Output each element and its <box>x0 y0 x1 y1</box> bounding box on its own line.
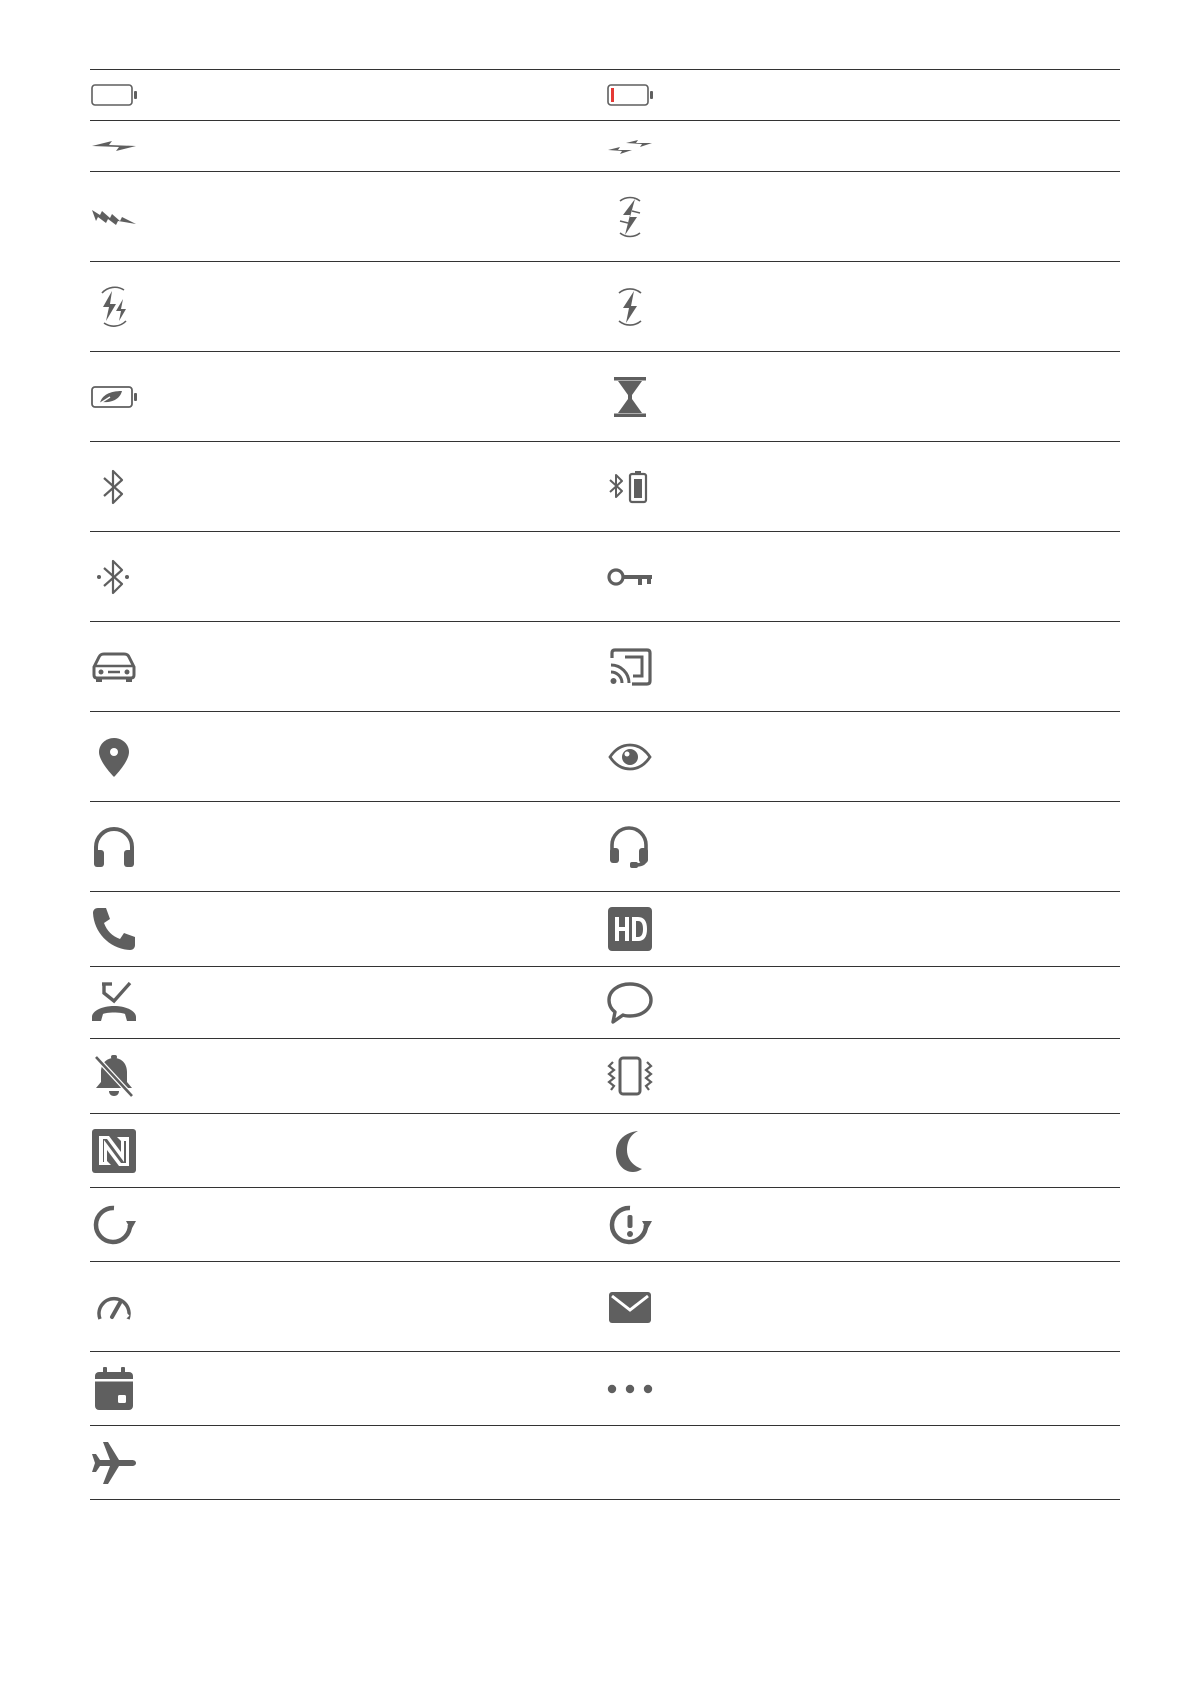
table-cell <box>606 1352 654 1425</box>
table-row <box>90 121 1120 172</box>
table-cell <box>90 352 138 441</box>
hd-icon <box>606 905 654 953</box>
table-row <box>90 70 1120 121</box>
table-row <box>90 712 1120 802</box>
power-saving-icon <box>90 383 138 411</box>
table-cell <box>90 1039 138 1113</box>
airplane-mode-icon <box>90 1439 138 1487</box>
table-cell <box>606 712 654 801</box>
table-row <box>90 172 1120 262</box>
charging-icon <box>90 132 138 160</box>
battery-low-icon <box>606 82 654 108</box>
table-row <box>90 892 1120 967</box>
super-charging-icon <box>606 132 654 160</box>
table-row <box>90 262 1120 352</box>
table-cell <box>606 70 654 120</box>
table-row <box>90 1114 1120 1188</box>
digital-balance-icon <box>606 373 654 421</box>
table-cell <box>90 1188 138 1261</box>
table-cell <box>606 892 654 966</box>
table-cell <box>90 442 138 531</box>
table-row <box>90 1262 1120 1352</box>
event-reminder-icon <box>90 1365 138 1413</box>
table-cell <box>90 172 138 261</box>
table-cell <box>90 1262 138 1351</box>
table-cell <box>90 967 138 1038</box>
table-cell <box>90 1114 138 1187</box>
sync-failed-icon <box>606 1201 654 1249</box>
table-cell <box>90 1352 138 1425</box>
projection-icon <box>606 645 654 689</box>
vpn-key-icon <box>606 562 654 592</box>
phone-call-icon <box>90 905 138 953</box>
email-icon <box>606 1287 654 1327</box>
wireless-super-charging-icon <box>606 191 654 243</box>
table-row <box>90 1426 1120 1500</box>
missed-call-icon <box>90 979 138 1027</box>
silent-icon <box>90 1052 138 1100</box>
eye-comfort-icon <box>606 742 654 772</box>
headset-icon <box>90 823 138 871</box>
more-notifications-icon <box>606 1379 654 1399</box>
bluetooth-icon <box>90 465 138 509</box>
table-cell <box>90 1426 138 1499</box>
table-cell <box>90 262 138 351</box>
bluetooth-device-battery-icon <box>606 465 654 509</box>
location-icon <box>90 735 138 779</box>
table-row <box>90 622 1120 712</box>
table-cell <box>90 622 138 711</box>
battery-empty-icon <box>90 82 138 108</box>
table-cell <box>90 70 138 120</box>
table-row <box>90 1188 1120 1262</box>
syncing-icon <box>90 1201 138 1249</box>
vibrate-icon <box>606 1052 654 1100</box>
table-cell <box>606 121 654 171</box>
status-icon-table <box>90 69 1120 1500</box>
table-cell <box>90 802 138 891</box>
nfc-icon <box>90 1127 138 1175</box>
driving-mode-icon <box>90 647 138 687</box>
table-cell <box>90 712 138 801</box>
bluetooth-connected-icon <box>90 555 138 599</box>
table-row <box>90 442 1120 532</box>
table-cell <box>606 1039 654 1113</box>
quick-charging-icon <box>90 202 138 232</box>
table-row <box>90 1039 1120 1114</box>
wireless-charging-icon <box>606 281 654 333</box>
table-cell <box>606 532 654 621</box>
table-row <box>90 532 1120 622</box>
table-row <box>90 967 1120 1039</box>
table-row <box>90 352 1120 442</box>
do-not-disturb-icon <box>606 1127 654 1175</box>
table-cell <box>606 262 654 351</box>
table-cell <box>90 121 138 171</box>
table-row <box>90 802 1120 892</box>
headset-with-mic-icon <box>606 823 654 871</box>
table-cell <box>90 532 138 621</box>
table-cell <box>606 802 654 891</box>
table-cell <box>90 892 138 966</box>
performance-mode-icon <box>90 1287 138 1327</box>
table-cell <box>606 352 654 441</box>
message-icon <box>606 979 654 1027</box>
table-cell <box>606 967 654 1038</box>
wireless-quick-charging-icon <box>90 281 138 333</box>
table-cell <box>606 622 654 711</box>
table-cell <box>606 172 654 261</box>
table-cell <box>606 1188 654 1261</box>
table-cell <box>606 1114 654 1187</box>
table-cell <box>606 442 654 531</box>
table-row <box>90 1352 1120 1426</box>
table-cell <box>606 1262 654 1351</box>
